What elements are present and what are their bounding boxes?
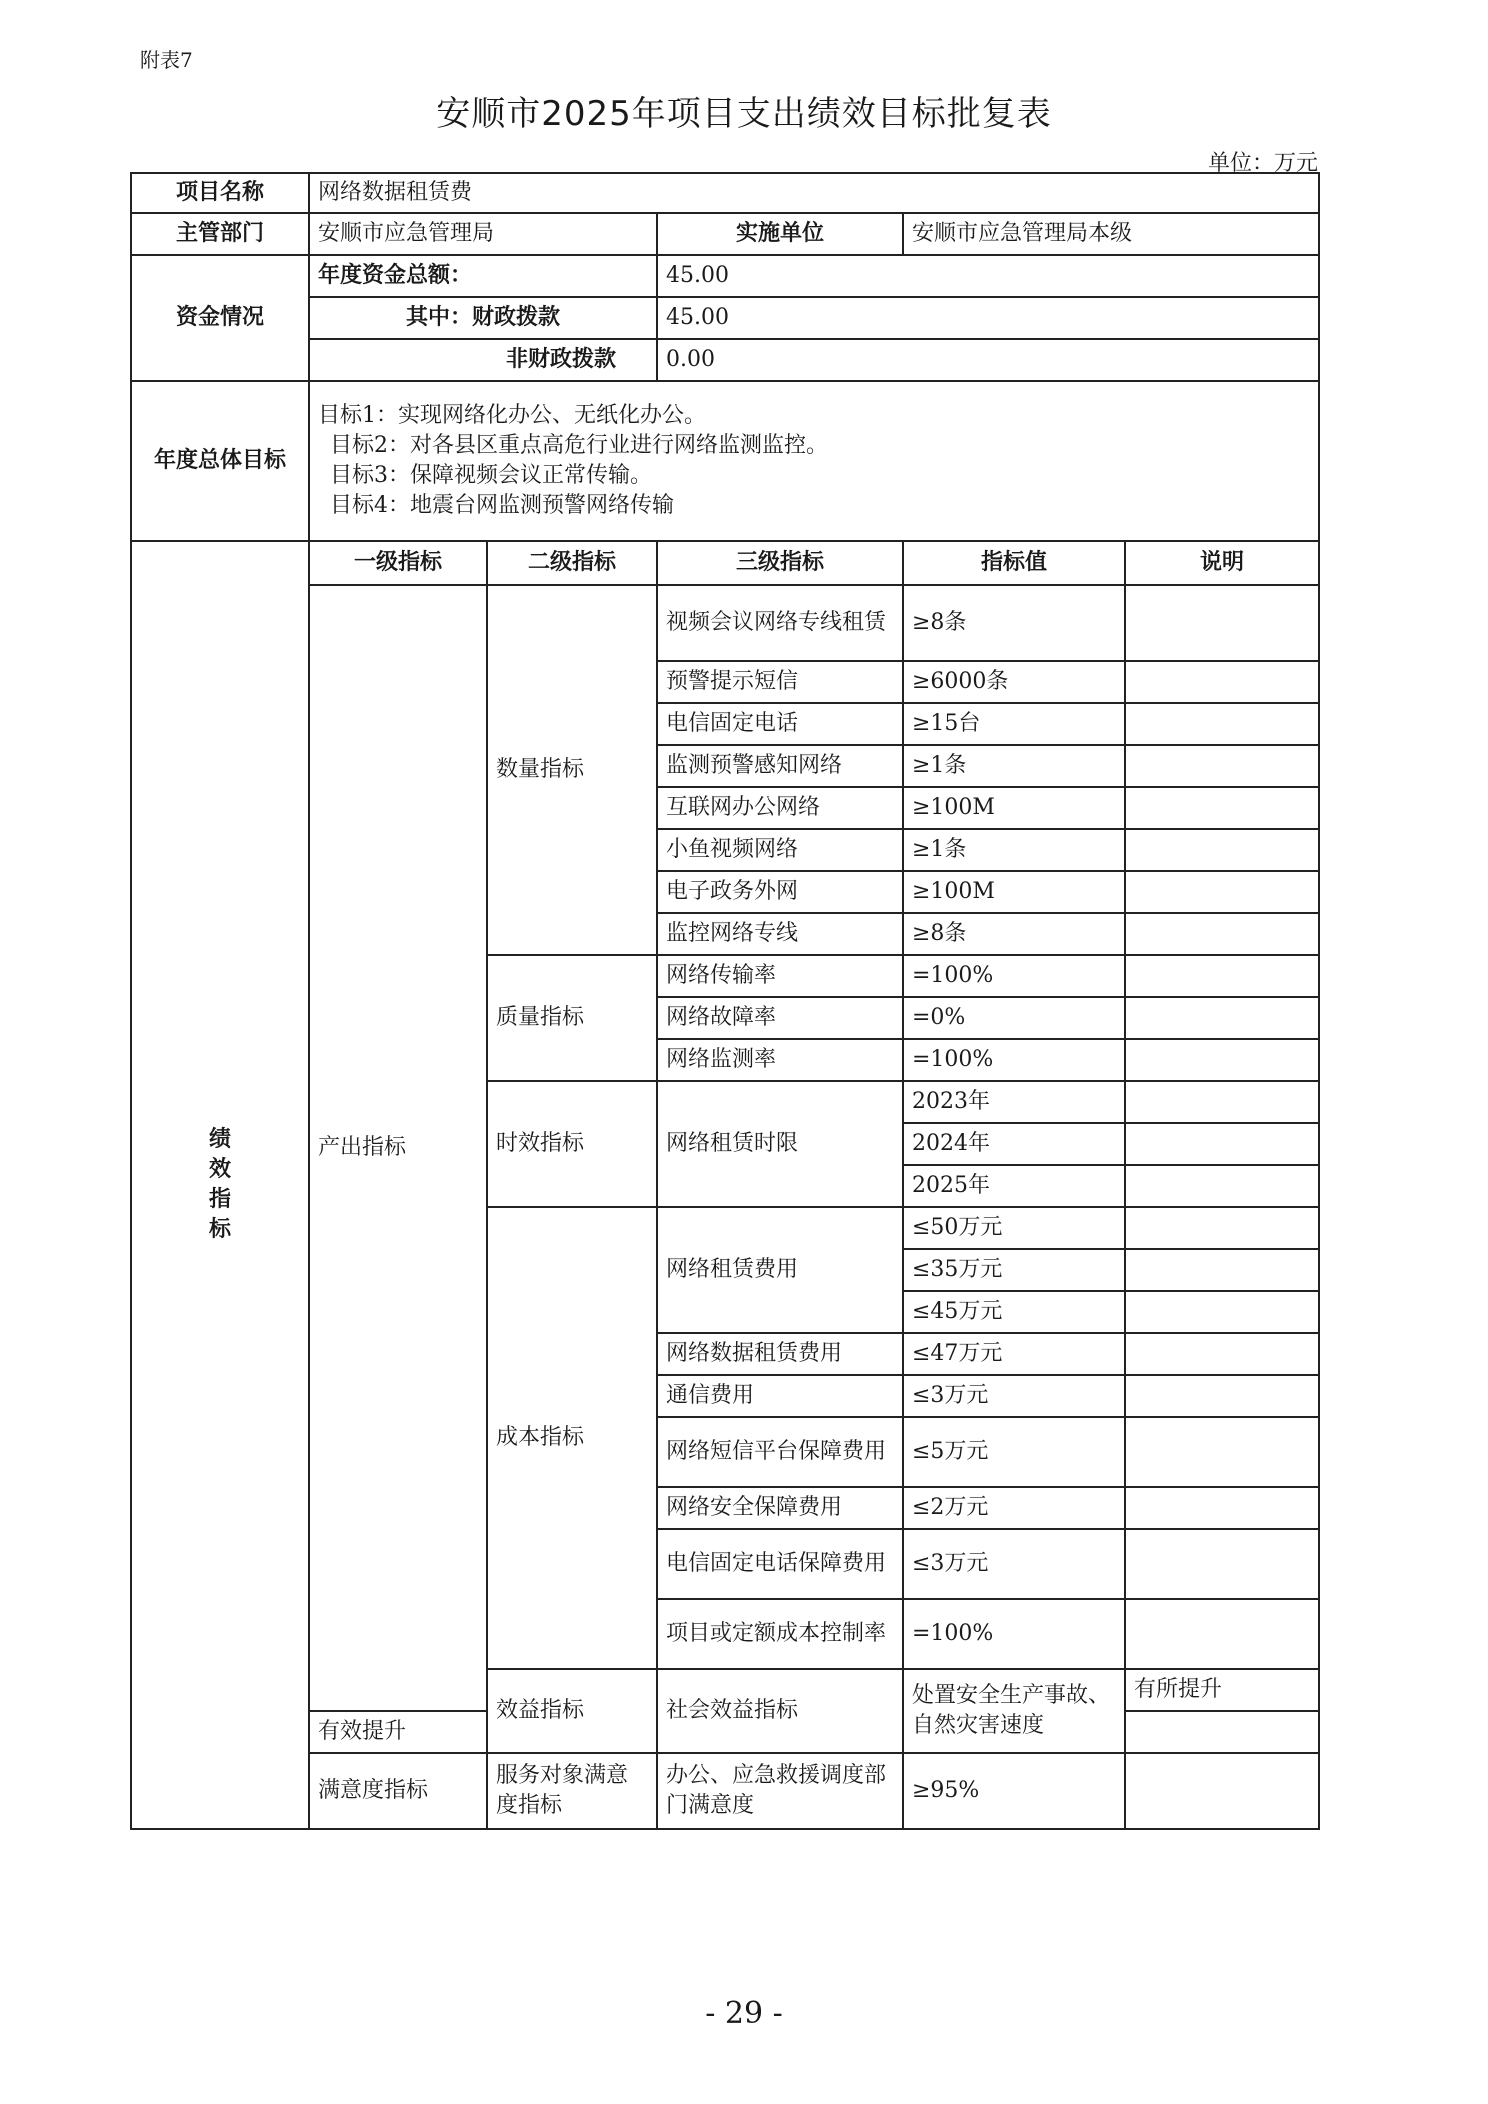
indicator-value: ≤35万元 <box>903 1249 1125 1291</box>
indicator-value: ≥8条 <box>903 585 1125 661</box>
indicator-value: ≤2万元 <box>903 1487 1125 1529</box>
indicator-name: 办公、应急救援调度部门满意度 <box>657 1753 903 1829</box>
indicator-name: 网络短信平台保障费用 <box>657 1417 903 1487</box>
goal-item: 目标1：实现网络化办公、无纸化办公。 <box>318 403 706 428</box>
indicator-name: 互联网办公网络 <box>657 787 903 829</box>
project-name-row <box>131 173 1319 213</box>
indicator-note <box>1125 913 1319 955</box>
unit-label: 单位：万元 <box>1207 151 1318 176</box>
fund-nonfiscal-label: 非财政拨款 <box>309 339 657 381</box>
indicator-value: ≥95% <box>903 1753 1125 1829</box>
indicator-name: 网络数据租赁费用 <box>657 1333 903 1375</box>
time-indicator-label: 时效指标 <box>487 1081 657 1207</box>
dept-row <box>131 213 1319 255</box>
annual-goal-row <box>131 381 1319 541</box>
header-value: 指标值 <box>903 541 1125 585</box>
indicator-note <box>1125 955 1319 997</box>
indicator-note <box>1125 1599 1319 1669</box>
indicator-value: ≥1条 <box>903 829 1125 871</box>
indicator-note <box>1125 787 1319 829</box>
indicator-name: 电信固定电话保障费用 <box>657 1529 903 1599</box>
indicator-note <box>1125 1291 1319 1333</box>
indicator-value: ≥1条 <box>903 745 1125 787</box>
indicator-note <box>1125 997 1319 1039</box>
indicator-value: ≤47万元 <box>903 1333 1125 1375</box>
goal-item: 目标3：保障视频会议正常传输。 <box>330 463 652 488</box>
indicator-value: 有所提升 <box>1125 1669 1319 1711</box>
indicator-value: ≤50万元 <box>903 1207 1125 1249</box>
fund-label: 资金情况 <box>131 255 309 381</box>
indicator-name: 预警提示短信 <box>657 661 903 703</box>
indicator-note <box>1125 1249 1319 1291</box>
indicator-value: ≤3万元 <box>903 1529 1125 1599</box>
indicator-value: ≥6000条 <box>903 661 1125 703</box>
indicator-value: =100% <box>903 955 1125 997</box>
indicator-value: ≤5万元 <box>903 1417 1125 1487</box>
indicator-name: 监控网络专线 <box>657 913 903 955</box>
fund-nonfiscal-row <box>131 339 1319 381</box>
dept-label: 主管部门 <box>131 213 309 255</box>
indicator-note <box>1125 871 1319 913</box>
page-number: - 29 - <box>705 1996 783 2031</box>
satisfaction-indicator-label: 满意度指标 <box>309 1753 487 1829</box>
indicator-name: 视频会议网络专线租赁 <box>657 585 903 661</box>
cost-indicator-label: 成本指标 <box>487 1207 657 1669</box>
indicator-note <box>1125 1529 1319 1599</box>
indicator-value: ≥8条 <box>903 913 1125 955</box>
annual-goal-list <box>309 381 1319 541</box>
indicator-note <box>1125 1207 1319 1249</box>
indicator-note <box>1125 1165 1319 1207</box>
indicator-name: 网络监测率 <box>657 1039 903 1081</box>
indicator-value: ≥100M <box>903 871 1125 913</box>
indicator-note <box>1125 1711 1319 1753</box>
project-name-value: 网络数据租赁费 <box>309 173 1319 213</box>
annual-goal-label: 年度总体目标 <box>131 381 309 541</box>
indicator-value: =0% <box>903 997 1125 1039</box>
header-level3: 三级指标 <box>657 541 903 585</box>
indicator-note <box>1125 1487 1319 1529</box>
table-row <box>131 1753 1319 1829</box>
indicator-value: =100% <box>903 1039 1125 1081</box>
impl-label: 实施单位 <box>657 213 903 255</box>
indicator-value: =100% <box>903 1599 1125 1669</box>
performance-indicator-label: 绩 效 指 标 <box>131 541 309 1829</box>
fund-total-row <box>131 255 1319 297</box>
impl-value: 安顺市应急管理局本级 <box>903 213 1319 255</box>
indicator-note <box>1125 661 1319 703</box>
indicator-name: 项目或定额成本控制率 <box>657 1599 903 1669</box>
indicator-value: ≤3万元 <box>903 1375 1125 1417</box>
fund-total-value: 45.00 <box>657 255 1319 297</box>
indicator-name: 网络租赁费用 <box>657 1207 903 1333</box>
indicator-note <box>1125 1375 1319 1417</box>
dept-value: 安顺市应急管理局 <box>309 213 657 255</box>
indicator-name: 网络传输率 <box>657 955 903 997</box>
indicator-note <box>1125 585 1319 661</box>
indicator-name: 监测预警感知网络 <box>657 745 903 787</box>
indicator-note <box>1125 1333 1319 1375</box>
indicator-note <box>1125 1753 1319 1829</box>
indicator-note <box>1125 829 1319 871</box>
indicator-note <box>1125 1123 1319 1165</box>
indicator-name: 处置安全生产事故、自然灾害速度 <box>903 1669 1125 1753</box>
indicator-name: 电子政务外网 <box>657 871 903 913</box>
indicator-note <box>1125 1081 1319 1123</box>
indicator-name: 网络安全保障费用 <box>657 1487 903 1529</box>
table-row <box>131 585 1319 661</box>
attachment-label: 附表7 <box>140 48 193 72</box>
indicator-value: 2025年 <box>903 1165 1125 1207</box>
goal-item: 目标4：地震台网监测预警网络传输 <box>330 493 674 518</box>
indicator-value: 2023年 <box>903 1081 1125 1123</box>
fund-fiscal-row <box>131 297 1319 339</box>
indicator-note <box>1125 1417 1319 1487</box>
fund-total-label: 年度资金总额： <box>309 255 657 297</box>
indicator-value: ≥100M <box>903 787 1125 829</box>
fund-fiscal-label: 其中：财政拨款 <box>309 297 657 339</box>
indicator-note <box>1125 745 1319 787</box>
indicator-name: 电信固定电话 <box>657 703 903 745</box>
fund-fiscal-value: 45.00 <box>657 297 1319 339</box>
indicator-note <box>1125 703 1319 745</box>
fund-nonfiscal-value: 0.00 <box>657 339 1319 381</box>
quantity-indicator-label: 数量指标 <box>487 585 657 955</box>
header-level2: 二级指标 <box>487 541 657 585</box>
indicator-name: 小鱼视频网络 <box>657 829 903 871</box>
indicator-value: 有效提升 <box>309 1711 487 1753</box>
header-note: 说明 <box>1125 541 1319 585</box>
page-title: 安顺市2025年项目支出绩效目标批复表 <box>436 94 1052 134</box>
indicator-note <box>1125 1039 1319 1081</box>
indicator-value: ≥15台 <box>903 703 1125 745</box>
indicator-value: 2024年 <box>903 1123 1125 1165</box>
service-satisfaction-label: 服务对象满意度指标 <box>487 1753 657 1829</box>
output-indicator-label: 产出指标 <box>309 585 487 1711</box>
benefit-indicator-label: 效益指标 <box>487 1669 657 1753</box>
indicator-name: 网络故障率 <box>657 997 903 1039</box>
social-benefit-label: 社会效益指标 <box>657 1669 903 1753</box>
indicator-header-row <box>131 541 1319 585</box>
quality-indicator-label: 质量指标 <box>487 955 657 1081</box>
project-name-label: 项目名称 <box>131 173 309 213</box>
performance-target-table <box>130 172 1320 1830</box>
indicator-value: ≤45万元 <box>903 1291 1125 1333</box>
header-level1: 一级指标 <box>309 541 487 585</box>
indicator-name: 网络租赁时限 <box>657 1081 903 1207</box>
indicator-name: 通信费用 <box>657 1375 903 1417</box>
goal-item: 目标2：对各县区重点高危行业进行网络监测监控。 <box>330 433 828 458</box>
